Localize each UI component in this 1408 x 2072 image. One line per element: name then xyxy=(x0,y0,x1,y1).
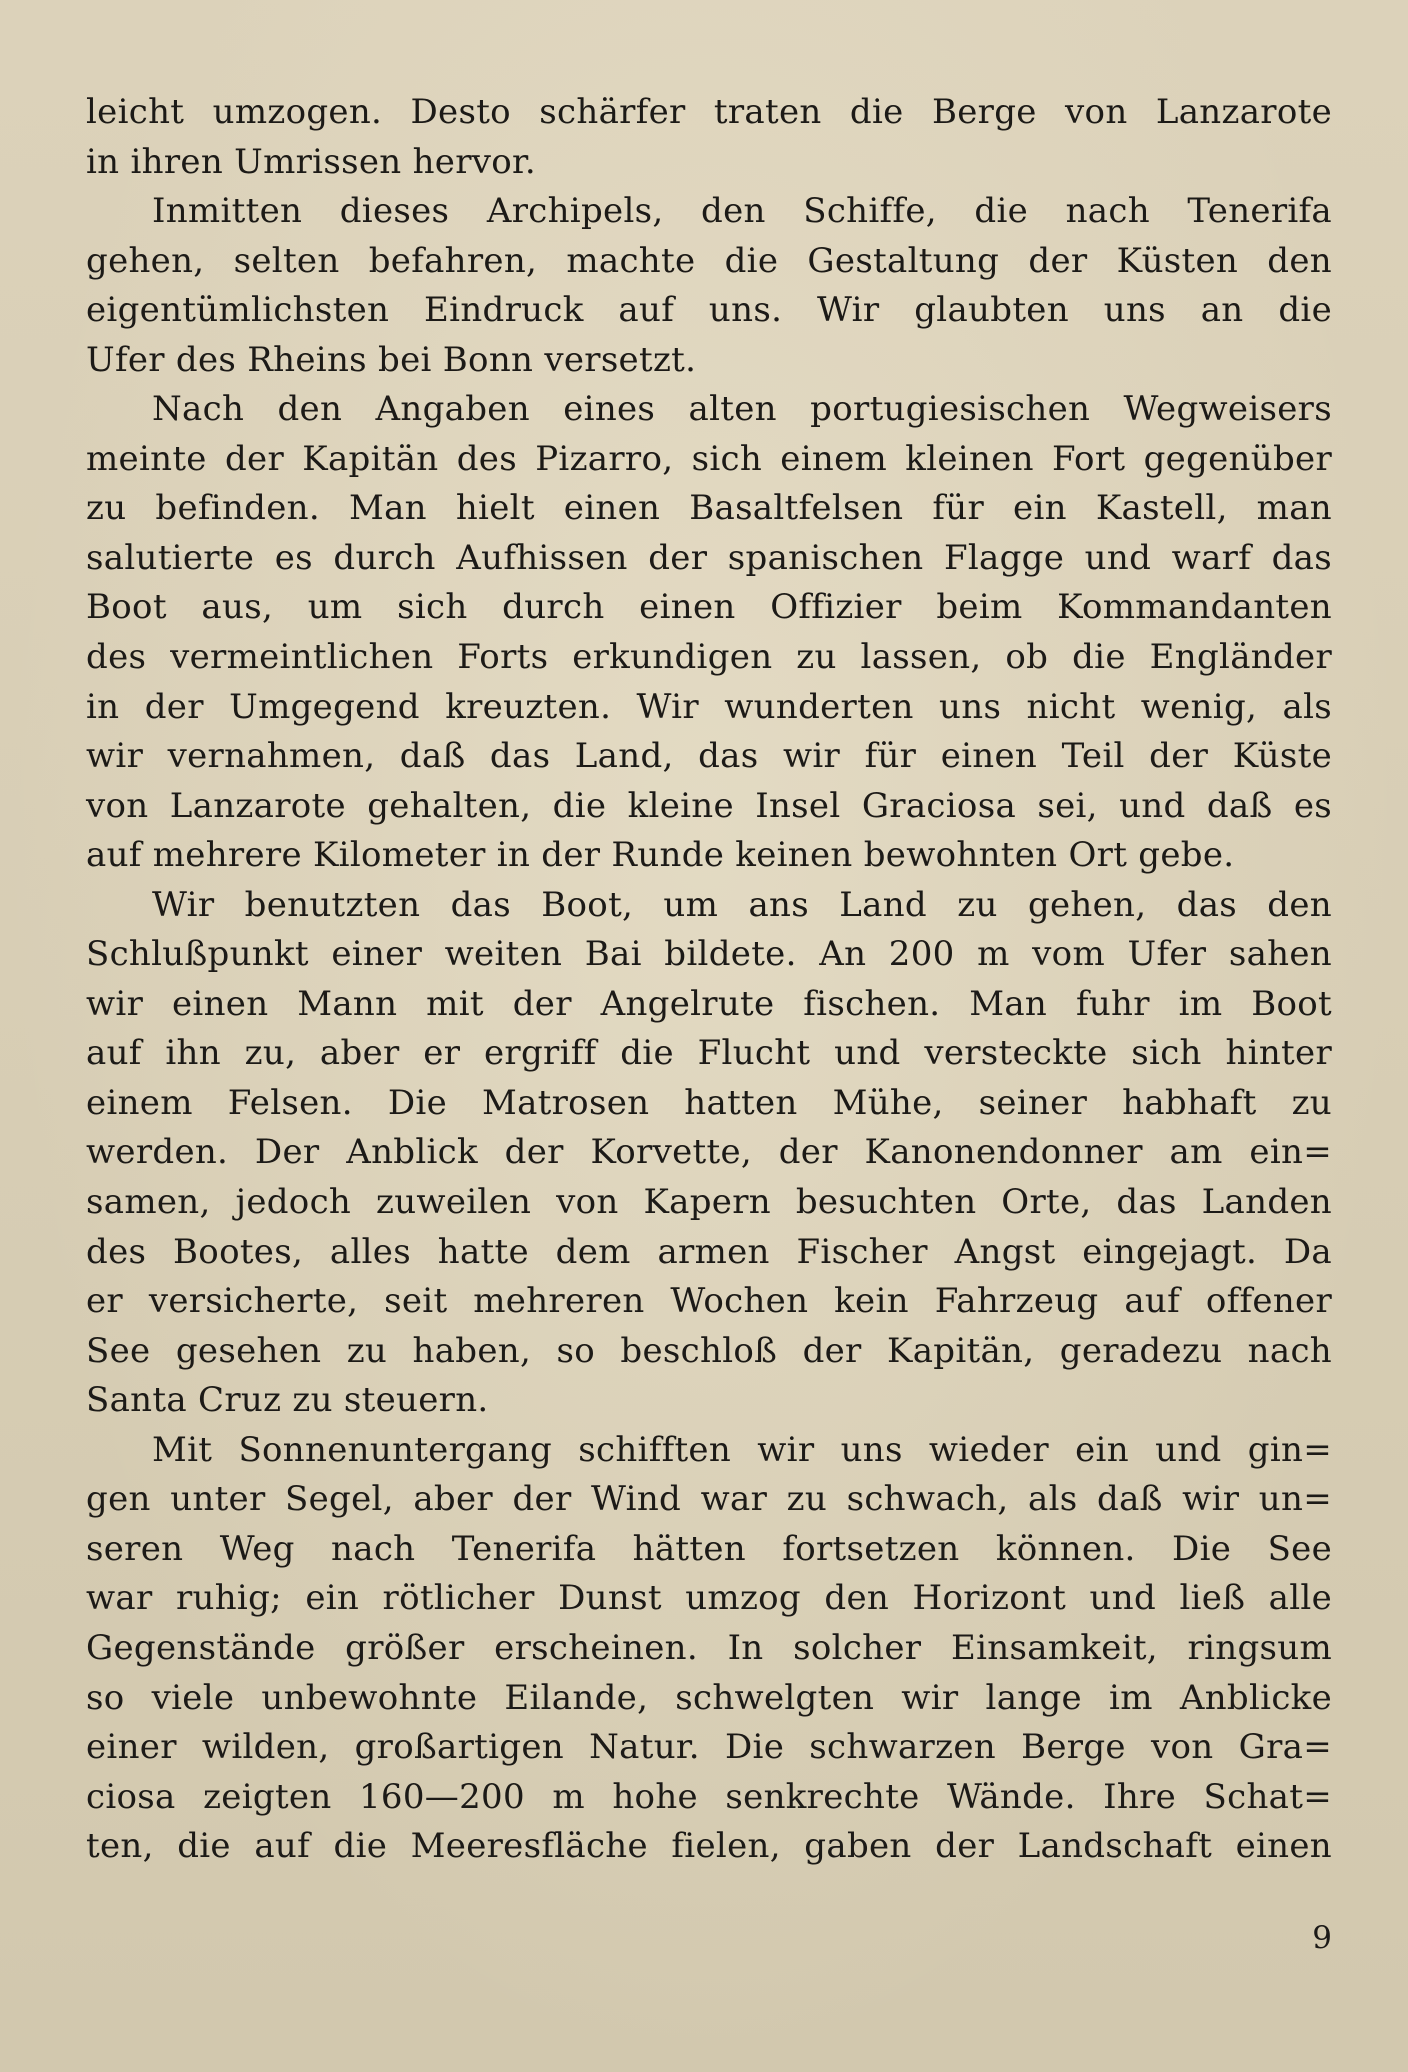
text-line: eigentümlichsten Eindruck auf uns. Wir glaubten uns an die xyxy=(86,290,1332,331)
text-line: wir vernahmen, daß das Land, das wir für einen Teil der Küste xyxy=(86,736,1332,777)
text-line: einem Felsen. Die Matrosen hatten Mühe, seiner habhaft zu xyxy=(86,1082,1332,1123)
text-line: samen, jedoch zuweilen von Kapern besuchten Orte, das Landen xyxy=(86,1182,1332,1223)
text-line: Inmitten dieses Archipels, den Schiffe, die nach Tenerifa xyxy=(152,191,1332,232)
text-line: auf mehrere Kilometer in der Runde keinen bewohnten Ort gebe. xyxy=(86,835,1235,876)
text-line: Santa Cruz zu steuern. xyxy=(86,1380,489,1421)
text-line: des vermeintlichen Forts erkundigen zu lassen, ob die Engländer xyxy=(86,637,1332,678)
text-line: meinte der Kapitän des Pizarro, sich einem kleinen Fort gegenüber xyxy=(86,438,1332,479)
text-line: werden. Der Anblick der Korvette, der Kanonendonner am ein= xyxy=(86,1132,1332,1173)
text-line: leicht umzogen. Desto schärfer traten die Berge von Lanzarote xyxy=(86,92,1332,132)
text-line: Ufer des Rheins bei Bonn versetzt. xyxy=(86,339,697,380)
body-text xyxy=(86,88,1332,1872)
text-line: des Bootes, alles hatte dem armen Fischer Angst eingejagt. Da xyxy=(86,1231,1332,1272)
text-line: Nach den Angaben eines alten portugiesischen Wegweisers xyxy=(152,389,1332,430)
text-line: Schlußpunkt einer weiten Bai bildete. An 200 m vom Ufer sahen xyxy=(86,934,1332,975)
text-line: Wir benutzten das Boot, um ans Land zu gehen, das den xyxy=(152,884,1332,925)
text-line: von Lanzarote gehalten, die kleine Insel Graciosa sei, und daß es xyxy=(86,785,1332,826)
text-line: zu befinden. Man hielt einen Basaltfelsen für ein Kastell, man xyxy=(86,488,1332,529)
text-line: war ruhig; ein rötlicher Dunst umzog den Horizont und ließ alle xyxy=(86,1578,1332,1619)
text-line: gehen, selten befahren, machte die Gestaltung der Küsten den xyxy=(86,240,1332,281)
text-line: Mit Sonnenuntergang schifften wir uns wieder ein und gin= xyxy=(152,1429,1332,1470)
text-line: Boot aus, um sich durch einen Offizier beim Kommandanten xyxy=(86,587,1332,628)
text-line: in der Umgegend kreuzten. Wir wunderten uns nicht wenig, als xyxy=(86,686,1332,727)
text-line: See gesehen zu haben, so beschloß der Kapitän, geradezu nach xyxy=(86,1330,1332,1371)
text-line: ten, die auf die Meeresfläche fielen, gaben der Landschaft einen xyxy=(86,1826,1332,1867)
text-line: salutierte es durch Aufhissen der spanischen Flagge und warf das xyxy=(86,537,1332,578)
text-line: Gegenstände größer erscheinen. In solcher Einsamkeit, ringsum xyxy=(86,1627,1332,1668)
text-line: auf ihn zu, aber er ergriff die Flucht und versteckte sich hinter xyxy=(86,1033,1332,1074)
page-number: 9 xyxy=(1312,1920,1332,1956)
text-line: er versicherte, seit mehreren Wochen kein Fahrzeug auf offener xyxy=(86,1281,1332,1322)
text-line: wir einen Mann mit der Angelrute fischen. Man fuhr im Boot xyxy=(86,983,1332,1024)
text-line: einer wilden, großartigen Natur. Die schwarzen Berge von Gra= xyxy=(86,1727,1332,1768)
text-line: so viele unbewohnte Eilande, schwelgten wir lange im Anblicke xyxy=(86,1677,1332,1718)
text-line: in ihren Umrissen hervor. xyxy=(86,141,536,182)
text-line: gen unter Segel, aber der Wind war zu schwach, als daß wir un= xyxy=(86,1479,1332,1520)
text-line: ciosa zeigten 160—200 m hohe senkrechte Wände. Ihre Schat= xyxy=(86,1776,1332,1817)
text-line: seren Weg nach Tenerifa hätten fortsetzen können. Die See xyxy=(86,1528,1332,1569)
